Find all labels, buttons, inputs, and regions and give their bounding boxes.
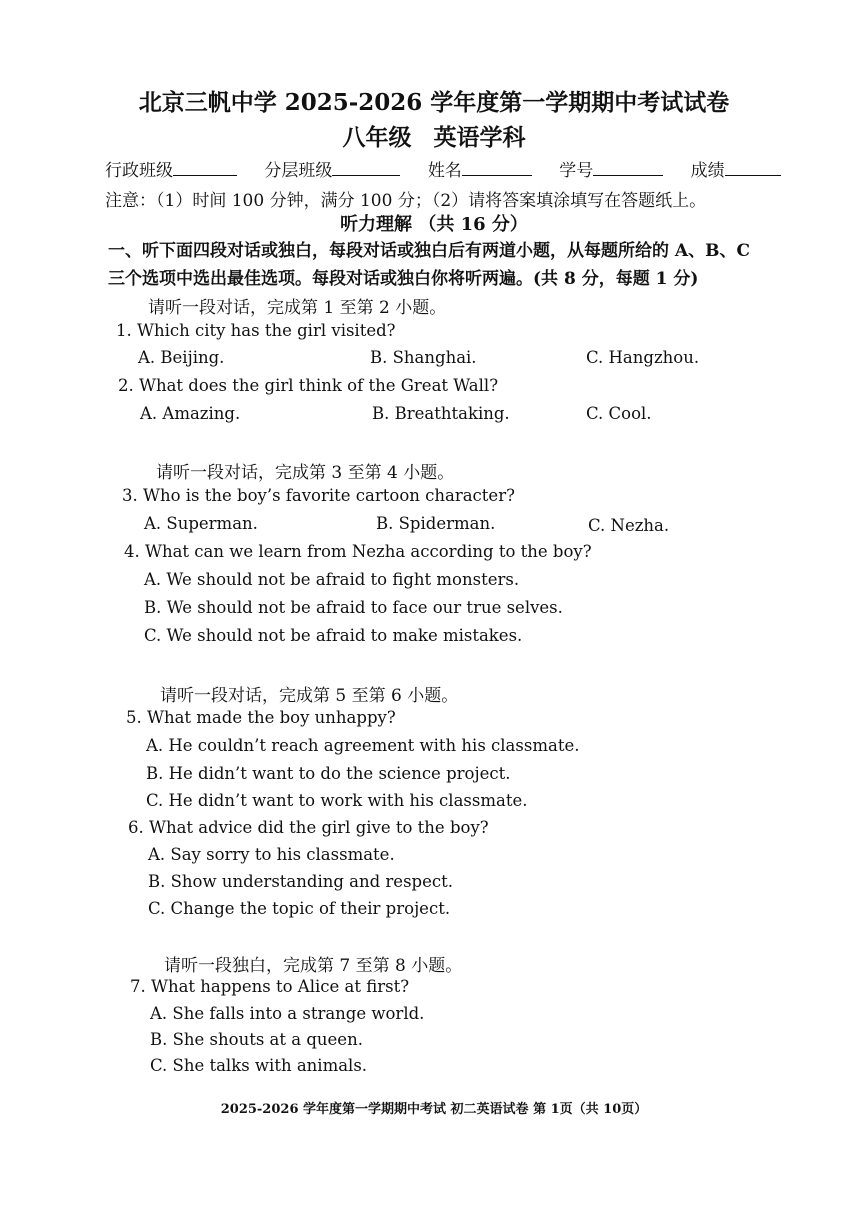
option-a: A. We should not be afraid to fight monsters. (144, 570, 520, 589)
student-info-row (105, 156, 803, 181)
option-b: B. She shouts at a queen. (150, 1030, 363, 1049)
group-intro: 请听一段对话，完成第 5 至第 6 小题。 (160, 686, 459, 706)
question-text: 3. Who is the boy’s favorite cartoon character? (122, 486, 515, 505)
exam-title: 北京三帆中学 2025-2026 学年度第一学期期中考试试卷 (138, 89, 730, 116)
question-text: 2. What does the girl think of the Great Wall? (118, 376, 499, 395)
option-b: B. Breathtaking. (372, 404, 510, 423)
info-field-name: 姓名 (428, 161, 532, 181)
option-c: C. We should not be afraid to make mistakes. (144, 626, 523, 645)
info-field-student-id: 学号 (559, 161, 663, 181)
option-a: A. Superman. (144, 514, 258, 533)
option-c: C. Hangzhou. (586, 348, 700, 367)
option-b: B. He didn’t want to do the science project. (146, 764, 511, 783)
option-a: A. Say sorry to his classmate. (148, 845, 395, 864)
option-a: A. She falls into a strange world. (150, 1004, 425, 1023)
exam-notice: 注意：（1）时间 100 分钟，满分 100 分；（2）请将答案填涂填写在答题纸上。 (105, 191, 707, 211)
question-text: 4. What can we learn from Nezha according to the boy? (124, 542, 592, 561)
level-class-blank[interactable] (332, 159, 400, 176)
info-field-score: 成绩 (691, 161, 781, 181)
option-b: B. Spiderman. (376, 514, 496, 533)
section-instruction-2: 三个选项中选出最佳选项。每段对话或独白你将听两遍。(共 8 分，每题 1 分) (108, 269, 699, 289)
question-text: 5. What made the boy unhappy? (126, 708, 396, 727)
option-a: A. Amazing. (140, 404, 241, 423)
option-c: C. Cool. (586, 404, 652, 423)
option-a: A. He couldn’t reach agreement with his classmate. (146, 736, 580, 755)
section-instruction-1: 一、听下面四段对话或独白，每段对话或独白后有两道小题，从每题所给的 A、B、C (108, 241, 751, 261)
question-text: 6. What advice did the girl give to the boy? (128, 818, 489, 837)
question-text: 1. Which city has the girl visited? (116, 321, 396, 340)
option-a: A. Beijing. (138, 348, 225, 367)
option-c: C. Change the topic of their project. (148, 899, 451, 918)
question-text: 7. What happens to Alice at first? (130, 977, 410, 996)
option-c: C. He didn’t want to work with his classmate. (146, 791, 528, 810)
group-intro: 请听一段对话，完成第 3 至第 4 小题。 (156, 463, 455, 483)
section-title: 听力理解 （共 16 分） (340, 214, 528, 235)
option-b: B. Shanghai. (370, 348, 477, 367)
name-blank[interactable] (462, 159, 532, 176)
group-intro: 请听一段独白，完成第 7 至第 8 小题。 (164, 956, 463, 976)
info-field-class: 行政班级 (105, 161, 237, 181)
page-footer: 2025-2026 学年度第一学期期中考试 初二英语试卷 第 1页（共 10页） (220, 1102, 648, 1117)
group-intro: 请听一段对话，完成第 1 至第 2 小题。 (148, 298, 447, 318)
info-field-level-class: 分层班级 (264, 161, 400, 181)
option-b: B. We should not be afraid to face our true selves. (144, 598, 563, 617)
exam-subtitle: 八年级 英语学科 (342, 124, 526, 151)
score-blank[interactable] (725, 159, 781, 176)
class-blank[interactable] (173, 159, 237, 176)
option-b: B. Show understanding and respect. (148, 872, 453, 891)
option-c: C. Nezha. (588, 516, 670, 535)
option-c: C. She talks with animals. (150, 1056, 368, 1075)
student-id-blank[interactable] (593, 159, 663, 176)
